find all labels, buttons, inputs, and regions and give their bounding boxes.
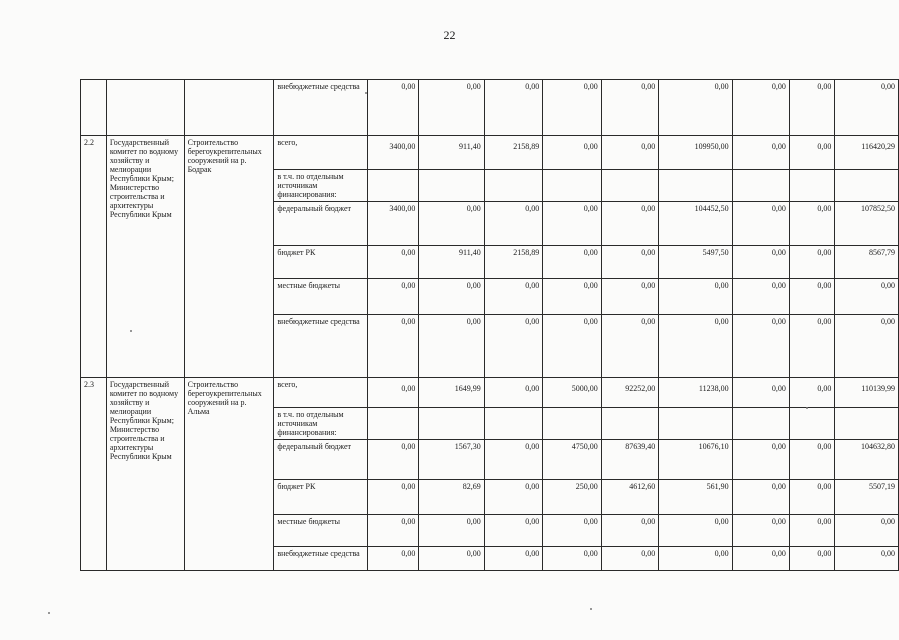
amount-cell: 82,69 (419, 480, 484, 515)
amount-cell: 250,00 (543, 480, 601, 515)
amount-cell: 0,00 (367, 246, 419, 279)
scan-speck (365, 92, 367, 94)
amount-cell: 0,00 (789, 80, 835, 136)
source-cell: федеральный бюджет (274, 202, 367, 246)
empty-amount-cell (732, 170, 789, 202)
amount-cell: 104632,80 (835, 440, 899, 480)
empty-amount-cell (419, 408, 484, 440)
amount-cell: 0,00 (835, 547, 899, 571)
amount-cell: 0,00 (484, 202, 542, 246)
measure-cell: Строительство берегоукрепительных сооружений на р. Бодрак (184, 136, 274, 378)
index-cell: 2.2 (81, 136, 107, 378)
amount-cell: 3400,00 (367, 202, 419, 246)
amount-cell: 0,00 (419, 279, 484, 315)
empty-amount-cell (789, 170, 835, 202)
amount-cell: 0,00 (419, 547, 484, 571)
amount-cell: 0,00 (601, 80, 659, 136)
amount-cell: 0,00 (732, 440, 789, 480)
amount-cell: 0,00 (543, 136, 601, 170)
amount-cell: 561,90 (659, 480, 732, 515)
amount-cell: 0,00 (367, 515, 419, 547)
index-cell: 2.3 (81, 378, 107, 571)
empty-amount-cell (367, 170, 419, 202)
measure-cell (184, 80, 274, 136)
amount-cell: 0,00 (543, 80, 601, 136)
source-cell: в т.ч. по отдельным источникам финансирования: (274, 408, 367, 440)
amount-cell: 0,00 (732, 515, 789, 547)
amount-cell: 8567,79 (835, 246, 899, 279)
amount-cell: 11238,00 (659, 378, 732, 408)
source-cell: местные бюджеты (274, 515, 367, 547)
empty-amount-cell (543, 170, 601, 202)
amount-cell: 0,00 (543, 246, 601, 279)
index-cell (81, 80, 107, 136)
amount-cell: 0,00 (732, 246, 789, 279)
amount-cell: 0,00 (367, 279, 419, 315)
amount-cell: 1649,99 (419, 378, 484, 408)
empty-amount-cell (419, 170, 484, 202)
amount-cell: 0,00 (484, 547, 542, 571)
scan-speck (48, 612, 50, 614)
amount-cell: 0,00 (601, 279, 659, 315)
amount-cell: 5507,19 (835, 480, 899, 515)
amount-cell: 104452,50 (659, 202, 732, 246)
table-row (81, 378, 899, 408)
amount-cell: 0,00 (601, 315, 659, 378)
amount-cell: 0,00 (789, 480, 835, 515)
amount-cell: 0,00 (484, 279, 542, 315)
source-cell: внебюджетные средства (274, 80, 367, 136)
amount-cell: 0,00 (543, 202, 601, 246)
empty-amount-cell (659, 170, 732, 202)
amount-cell: 2158,89 (484, 136, 542, 170)
amount-cell: 0,00 (789, 378, 835, 408)
amount-cell: 0,00 (659, 80, 732, 136)
amount-cell: 0,00 (732, 480, 789, 515)
amount-cell: 0,00 (789, 315, 835, 378)
measure-cell: Строительство берегоукрепительных сооружений на р. Альма (184, 378, 274, 571)
amount-cell: 116420,29 (835, 136, 899, 170)
amount-cell: 0,00 (484, 80, 542, 136)
amount-cell: 0,00 (419, 80, 484, 136)
amount-cell: 0,00 (484, 378, 542, 408)
amount-cell: 0,00 (601, 202, 659, 246)
source-cell: бюджет РК (274, 480, 367, 515)
empty-amount-cell (835, 170, 899, 202)
amount-cell: 0,00 (659, 315, 732, 378)
amount-cell: 0,00 (419, 515, 484, 547)
source-cell: всего, (274, 378, 367, 408)
amount-cell: 5000,00 (543, 378, 601, 408)
amount-cell: 0,00 (789, 246, 835, 279)
amount-cell: 0,00 (484, 440, 542, 480)
amount-cell: 5497,50 (659, 246, 732, 279)
amount-cell: 4612,60 (601, 480, 659, 515)
amount-cell: 0,00 (367, 315, 419, 378)
amount-cell: 0,00 (601, 246, 659, 279)
empty-amount-cell (543, 408, 601, 440)
amount-cell: 0,00 (659, 279, 732, 315)
amount-cell: 0,00 (367, 480, 419, 515)
amount-cell: 0,00 (732, 136, 789, 170)
source-cell: местные бюджеты (274, 279, 367, 315)
empty-amount-cell (484, 408, 542, 440)
table-row (81, 136, 899, 170)
page-number: 22 (443, 28, 456, 42)
source-cell: в т.ч. по отдельным источникам финансирования: (274, 170, 367, 202)
scan-speck (590, 608, 592, 610)
source-cell: всего, (274, 136, 367, 170)
amount-cell: 0,00 (367, 547, 419, 571)
amount-cell: 0,00 (732, 547, 789, 571)
financing-table (80, 79, 899, 571)
amount-cell: 92252,00 (601, 378, 659, 408)
amount-cell: 0,00 (732, 315, 789, 378)
scan-speck (806, 407, 808, 409)
amount-cell: 2158,89 (484, 246, 542, 279)
amount-cell: 0,00 (835, 80, 899, 136)
empty-amount-cell (789, 408, 835, 440)
amount-cell: 0,00 (367, 80, 419, 136)
source-cell: внебюджетные средства (274, 315, 367, 378)
empty-amount-cell (835, 408, 899, 440)
amount-cell: 110139,99 (835, 378, 899, 408)
amount-cell: 0,00 (789, 547, 835, 571)
amount-cell: 0,00 (789, 136, 835, 170)
amount-cell: 911,40 (419, 136, 484, 170)
amount-cell: 0,00 (732, 80, 789, 136)
empty-amount-cell (601, 170, 659, 202)
source-cell: бюджет РК (274, 246, 367, 279)
amount-cell: 0,00 (367, 440, 419, 480)
amount-cell: 0,00 (419, 202, 484, 246)
amount-cell: 0,00 (543, 279, 601, 315)
amount-cell: 0,00 (543, 315, 601, 378)
amount-cell: 0,00 (789, 440, 835, 480)
amount-cell: 0,00 (789, 202, 835, 246)
amount-cell: 0,00 (789, 515, 835, 547)
amount-cell: 0,00 (601, 515, 659, 547)
empty-amount-cell (732, 408, 789, 440)
amount-cell: 0,00 (835, 315, 899, 378)
amount-cell: 0,00 (543, 515, 601, 547)
amount-cell: 0,00 (601, 136, 659, 170)
executor-cell: Государственный комитет по водному хозяйству и мелиорации Республики Крым; Министерство строительства и архитектуры Республики Крым (106, 378, 184, 571)
empty-amount-cell (484, 170, 542, 202)
amount-cell: 0,00 (789, 279, 835, 315)
amount-cell: 0,00 (601, 547, 659, 571)
amount-cell: 107852,50 (835, 202, 899, 246)
amount-cell: 0,00 (367, 378, 419, 408)
amount-cell: 0,00 (835, 279, 899, 315)
empty-amount-cell (601, 408, 659, 440)
scan-speck (130, 330, 132, 332)
amount-cell: 0,00 (419, 315, 484, 378)
amount-cell: 1567,30 (419, 440, 484, 480)
amount-cell: 0,00 (543, 547, 601, 571)
amount-cell: 0,00 (659, 515, 732, 547)
amount-cell: 4750,00 (543, 440, 601, 480)
empty-amount-cell (659, 408, 732, 440)
amount-cell: 87639,40 (601, 440, 659, 480)
amount-cell: 0,00 (484, 315, 542, 378)
amount-cell: 0,00 (732, 202, 789, 246)
executor-cell: Государственный комитет по водному хозяйству и мелиорации Республики Крым; Министерство строительства и архитектуры Республики Крым (106, 136, 184, 378)
amount-cell: 109950,00 (659, 136, 732, 170)
amount-cell: 0,00 (835, 515, 899, 547)
source-cell: внебюджетные средства (274, 547, 367, 571)
amount-cell: 0,00 (732, 378, 789, 408)
amount-cell: 0,00 (484, 480, 542, 515)
empty-amount-cell (367, 408, 419, 440)
amount-cell: 3400,00 (367, 136, 419, 170)
amount-cell: 911,40 (419, 246, 484, 279)
source-cell: федеральный бюджет (274, 440, 367, 480)
executor-cell (106, 80, 184, 136)
amount-cell: 10676,10 (659, 440, 732, 480)
amount-cell: 0,00 (484, 515, 542, 547)
table-row (81, 80, 899, 136)
amount-cell: 0,00 (732, 279, 789, 315)
amount-cell: 0,00 (659, 547, 732, 571)
